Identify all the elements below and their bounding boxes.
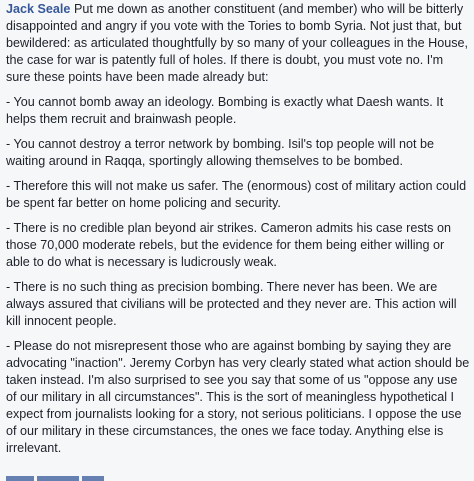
cut-off-text-fragment — [37, 476, 79, 481]
comment-point: - There is no credible plan beyond air strikes. Cameron admits his case rests on those 70,000 moderate rebels, but the evidence for them being either willing or able to do what is necessary is ludicrously weak. — [6, 221, 451, 269]
comment-point: - Therefore this will not make us safer. The (enormous) cost of military action could be spent far better on home policing and security. — [6, 179, 467, 210]
comment-point: - You cannot destroy a terror network by bombing. Isil's top people will not be waiting around in Raqqa, sportingly allowing themselves to be bombed. — [6, 137, 435, 168]
cut-off-text-fragment — [82, 476, 104, 481]
comment-point: - There is no such thing as precision bombing. There never has been. We are always assured that civilians will be protected and they never are. This action will kill innocent people. — [6, 280, 457, 328]
cut-off-text-fragment — [6, 476, 34, 481]
next-comment-author-cut-off[interactable] — [6, 476, 104, 481]
comment-point: - Please do not misrepresent those who are against bombing by saying they are advocating "inaction". Jeremy Corbyn has very clearly stated what action should be taken instead. I'm also surprised to see you say that some of us "oppose any use of our military in all circumstances". This is the sort of meaningless hypothetical I expect from journalists looking for a story, not serious politicians. I oppose the use of our military in these circumstances, the ones we face today. Anything else is irrelevant. — [6, 339, 470, 455]
comment-point: - You cannot bomb away an ideology. Bombing is exactly what Daesh wants. It helps them recruit and brainwash people. — [6, 95, 444, 126]
comment-author-link[interactable]: Jack Seale — [6, 2, 71, 16]
comment-intro-text: Put me down as another constituent (and member) who will be bitterly disappointed and angry if you vote with the Tories to bomb Syria. Not just that, but bewildered: as articulated thoughtfully by so many of your colleagues in the House, the case for war is patently full of holes. If there is doubt, you must vote no. I'm sure these points have been made already but: — [6, 2, 469, 84]
comment-intro — [6, 1, 471, 86]
